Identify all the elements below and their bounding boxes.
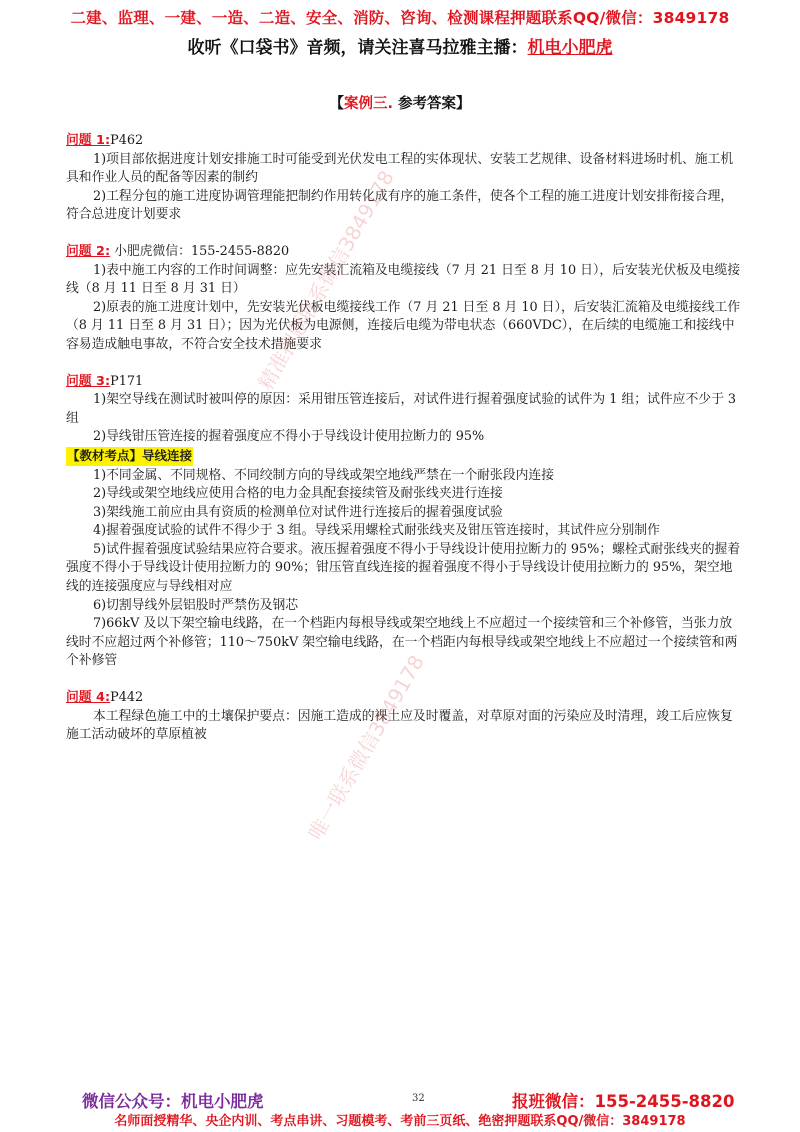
key-point-paragraph: 3)架线施工前应由具有资质的检测单位对试件进行连接后的握着强度试验 bbox=[93, 504, 503, 520]
answer-paragraph: 2)原表的施工进度计划中，先安装光伏板电缆接线工作（7 月 21 日至 8 月 10 日），后安装汇流箱及电缆接线工作（8 月 11 日至 8 月 31 日）；因为光伏板为电源侧，连接后电缆为带电状态（660VDC），在后续的电缆施工和接线中容易造成触电事故，不符合安全技术措施要求 bbox=[66, 299, 741, 352]
footer-row bbox=[0, 1088, 800, 1112]
answer-paragraph: 2)导线钳压管连接的握着强度应不得小于导线设计使用拉断力的 95% bbox=[93, 429, 485, 445]
answer-paragraph: 本工程绿色施工中的土壤保护要点：因施工造成的裸土应及时覆盖，对草原对面的污染应及时清理，竣工后应恢复施工活动破坏的草原植被 bbox=[66, 708, 733, 743]
question-3-heading bbox=[66, 373, 742, 392]
question-1-heading bbox=[66, 132, 742, 151]
key-point-highlight bbox=[66, 447, 193, 466]
title-bracket-open: 【 bbox=[329, 96, 344, 112]
key-point-tag: 【教材考点】 bbox=[67, 447, 143, 463]
question-4-ref: P442 bbox=[110, 690, 144, 706]
page-number: 32 bbox=[412, 1093, 425, 1104]
key-point-paragraph: 2)导线或架空地线应使用合格的电力金具配套接续管及耐张线夹进行连接 bbox=[93, 486, 503, 502]
page-title bbox=[0, 92, 800, 113]
question-3-ref: P171 bbox=[110, 373, 144, 389]
key-point-paragraph: 5)试件握着强度试验结果应符合要求。液压握着强度不得小于导线设计使用拉断力的 95%；螺栓式耐张线夹的握着强度不得小于导线设计使用拉断力的 90%；钳压管直线连接的握着强度不得小于导线设计使用拉断力的 95%，架空地线的连接强度应与导线相对应 bbox=[66, 541, 741, 595]
key-point-paragraph: 7)66kV 及以下架空输电线路，在一个档距内每根导线或架空地线上不应超过一个接续管和三个补修管，当张力放线时不应超过两个补修管；110～750kV 架空输电线路，在一个档距内每根导线或架空地线上不应超过一个接续管和两个补修管 bbox=[66, 616, 738, 669]
key-point-paragraph: 4)握着强度试验的试件不得少于 3 组。导线采用螺栓式耐张线夹及钳压管连接时，其试件应分别制作 bbox=[93, 523, 660, 539]
question-2-ref: 小肥虎微信：155-2455-8820 bbox=[114, 243, 290, 259]
watermark-upper: 精准押题联系微信3849178 bbox=[253, 166, 399, 394]
promo-header: 二建、监理、一建、一造、二造、安全、消防、咨询、检测课程押题联系QQ/微信：3849178 bbox=[70, 9, 730, 27]
key-point-heading bbox=[66, 447, 742, 467]
watermark-lower: 唯一联系微信3849178 bbox=[303, 650, 429, 844]
case-label: 案例三. bbox=[343, 96, 393, 112]
key-point-topic: 导线连接 bbox=[142, 447, 193, 463]
footer-promo: 名师面授精华、央企内训、考点串讲、习题模考、考前三页纸、绝密押题联系QQ/微信：3849178 bbox=[114, 1114, 686, 1129]
audio-subtitle bbox=[0, 33, 800, 58]
question-1-label: 问题 1: bbox=[66, 133, 111, 148]
title-rest: 参考答案】 bbox=[392, 96, 471, 112]
key-point-paragraph: 1)不同金属、不同规格、不同绞制方向的导线或架空地线严禁在一个耐张段内连接 bbox=[93, 467, 555, 483]
answer-paragraph: 2)工程分包的施工进度协调管理能把制约作用转化成有序的施工条件，使各个工程的施工进度计划安排衔接合理，符合总进度计划要求 bbox=[66, 188, 734, 223]
footer-class-wechat: 报班微信：155-2455-8820 bbox=[512, 1092, 735, 1111]
answer-paragraph: 1)架空导线在测试时被叫停的原因：采用钳压管连接后，对试件进行握着强度试验的试件为 1 组；试件应不少于 3 组 bbox=[66, 392, 737, 426]
question-3-label: 问题 3: bbox=[66, 373, 111, 389]
question-4-label: 问题 4: bbox=[66, 690, 111, 706]
question-2-heading bbox=[66, 243, 742, 262]
answer-paragraph: 1)表中施工内容的工作时间调整：应先安装汇流箱及电缆接线（7 月 21 日至 8 月 10 日），后安装光伏板及电缆接线（8 月 11 日至 8 月 31 日） bbox=[66, 262, 741, 297]
audio-subtitle-text: 收听《口袋书》音频，请关注喜马拉雅主播： bbox=[187, 38, 528, 58]
key-point-paragraph: 6)切割导线外层铝股时严禁伤及钢芯 bbox=[93, 597, 299, 613]
answer-paragraph: 1)项目部依据进度计划安排施工时可能受到光伏发电工程的实体现状、安装工艺规律、设备材料进场时机、施工机具和作业人员的配备等因素的制约 bbox=[66, 151, 734, 186]
question-1-ref: P462 bbox=[110, 133, 144, 148]
footer-wechat-public: 微信公众号：机电小肥虎 bbox=[82, 1092, 264, 1111]
anchor-link[interactable]: 机电小肥虎 bbox=[527, 38, 613, 58]
question-2-label: 问题 2: bbox=[66, 243, 111, 259]
